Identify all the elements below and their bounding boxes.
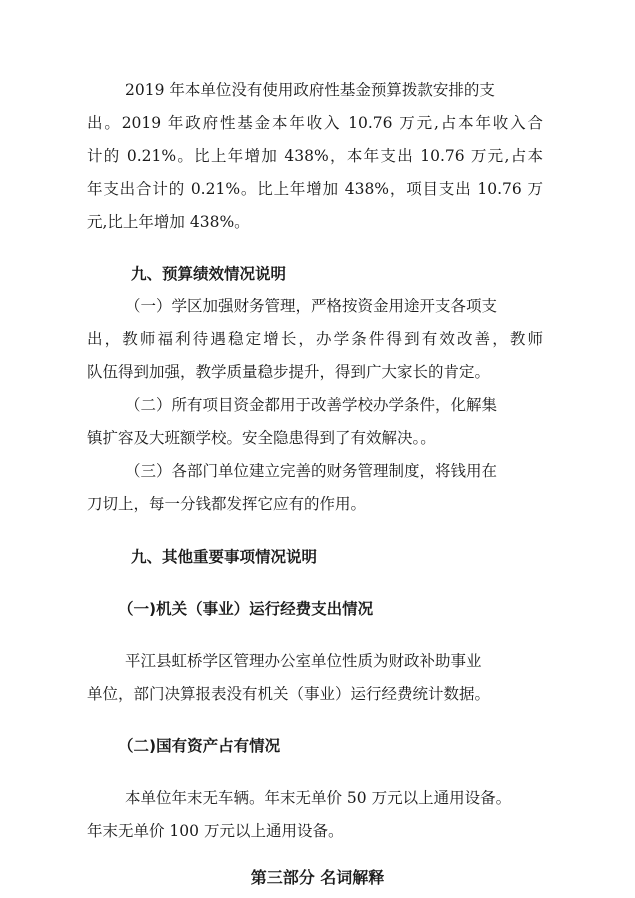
- para1-line-3: 计的 0.21%。比上年增加 438%，本年支出 10.76 万元,占本: [87, 147, 543, 165]
- para1-line-1: 2019 年本单位没有使用政府性基金预算拨款安排的支: [125, 81, 495, 99]
- section-heading-other: 九、其他重要事项情况说明: [131, 548, 318, 566]
- section-heading-performance: 九、预算绩效情况说明: [131, 265, 287, 283]
- para1-line-2: 出。2019 年政府性基金本年收入 10.76 万元,占本年收入合: [87, 114, 543, 132]
- perf-item3-line-1: （三）各部门单位建立完善的财务管理制度，将钱用在: [125, 462, 498, 480]
- operating-costs-line-2: 单位，部门决算报表没有机关（事业）运行经费统计数据。: [87, 685, 491, 703]
- operating-costs-line-1: 平江县虹桥学区管理办公室单位性质为财政补助事业: [125, 652, 482, 670]
- perf-item1-line-3: 队伍得到加强，教学质量稳步提升，得到广大家长的肯定。: [87, 363, 491, 381]
- perf-item1-line-1: （一）学区加强财务管理，严格按资金用途开支各项支: [125, 297, 498, 315]
- perf-item1-line-2: 出，教师福利待遇稳定增长，办学条件得到有效改善，教师: [87, 330, 543, 348]
- state-assets-line-1: 本单位年末无车辆。年末无单价 50 万元以上通用设备。: [125, 789, 512, 807]
- para1-line-4: 年支出合计的 0.21%。比上年增加 438%，项目支出 10.76 万: [87, 180, 543, 198]
- perf-item2-line-2: 镇扩容及大班额学校。安全隐患得到了有效解决。。: [87, 429, 436, 447]
- subsection-heading-operating-costs: （一)机关（事业）运行经费支出情况: [118, 600, 374, 618]
- part-title: 第三部分 名词解释: [250, 868, 385, 887]
- perf-item3-line-2: 刀切上，每一分钱都发挥它应有的作用。: [87, 495, 367, 513]
- state-assets-line-2: 年末无单价 100 万元以上通用设备。: [87, 822, 344, 840]
- subsection-heading-state-assets: （二)国有资产占有情况: [118, 737, 281, 755]
- para1-line-5: 元,比上年增加 438%。: [87, 213, 250, 231]
- perf-item2-line-1: （二）所有项目资金都用于改善学校办学条件，化解集: [125, 396, 498, 414]
